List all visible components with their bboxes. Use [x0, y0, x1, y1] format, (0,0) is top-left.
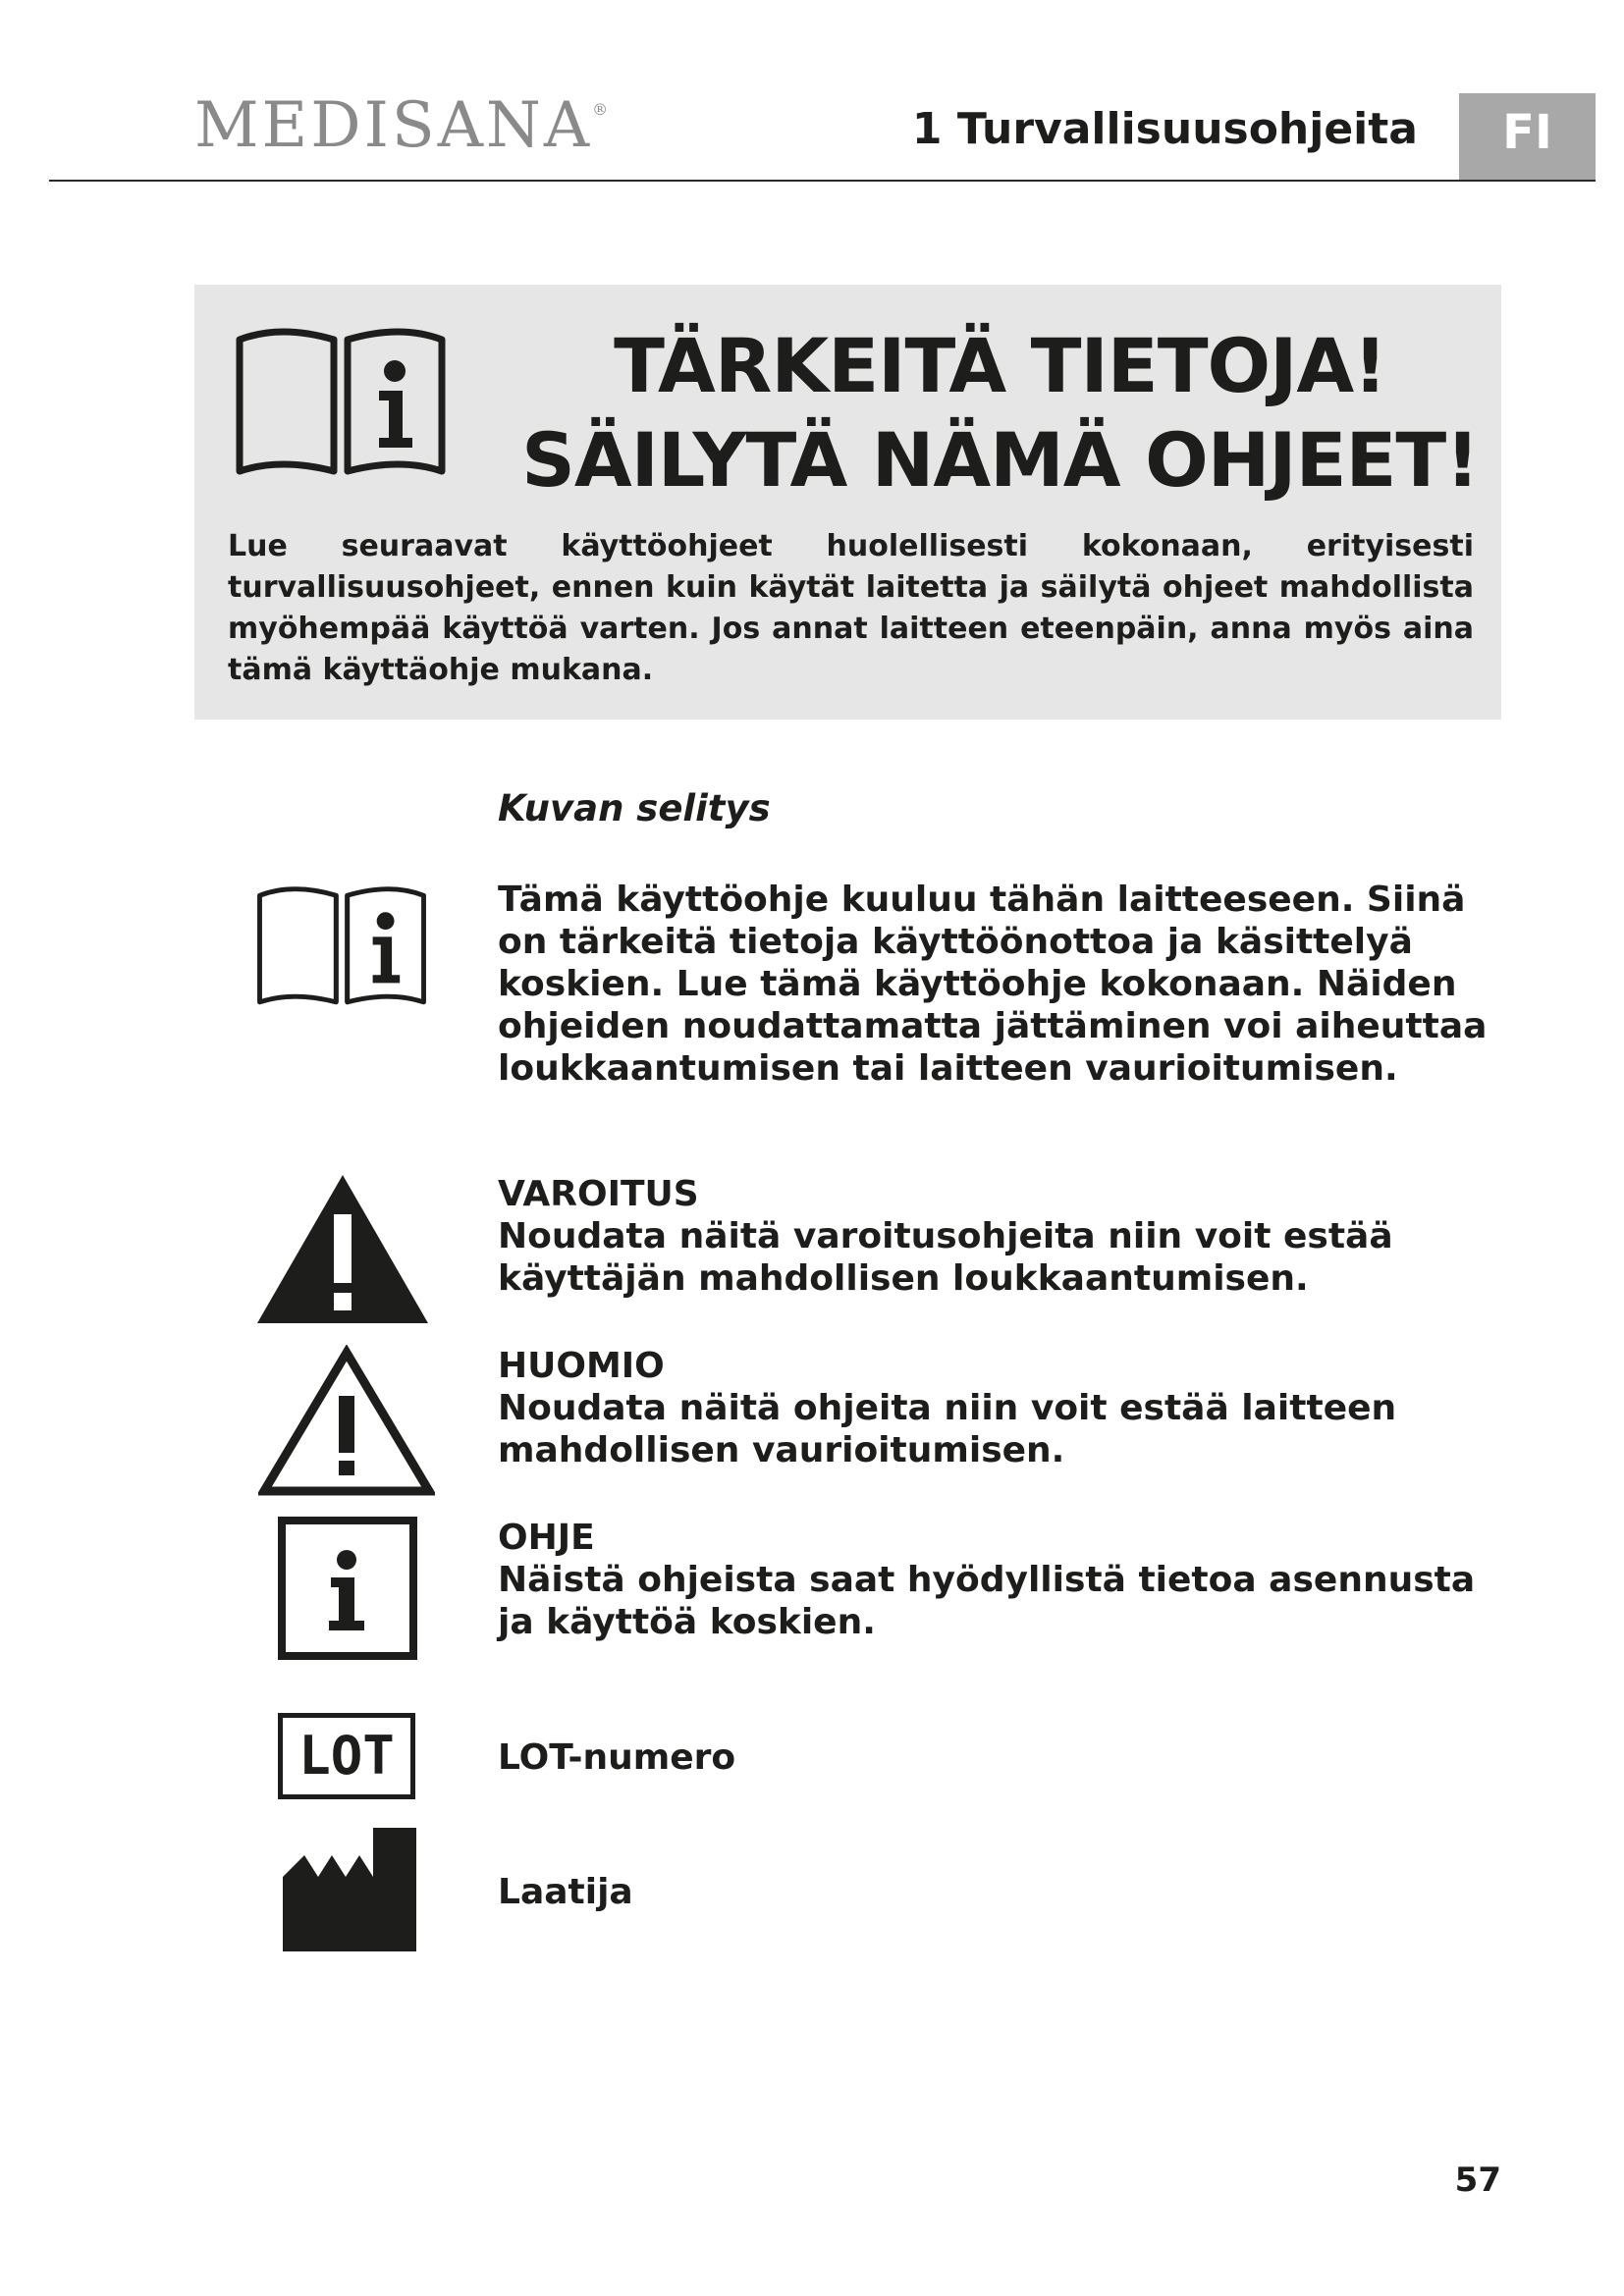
info-box-icon [278, 1517, 417, 1660]
page-number: 57 [1454, 2161, 1501, 2200]
warning-filled-triangle-icon [255, 1173, 430, 1325]
manual-info-icon [253, 879, 430, 1011]
manual-info-icon [232, 322, 450, 479]
language-tab: FI [1459, 93, 1596, 180]
headline-line-2: SÄILYTÄ NÄMÄ OHJEET! [521, 416, 1479, 504]
manufacturer-icon [281, 1826, 416, 1951]
header-divider [49, 180, 1596, 182]
legend-item-text: LOT-numero [498, 1737, 736, 1778]
legend-item-heading: VAROITUS [498, 1174, 699, 1214]
important-notice-box [194, 285, 1501, 720]
caution-outline-triangle-icon [258, 1345, 435, 1497]
legend-title: Kuvan selitys [498, 787, 771, 829]
notice-headline [518, 319, 1482, 507]
brand-logo: MEDISANA® [194, 89, 609, 162]
section-title: 1 Turvallisuusohjeita [911, 104, 1418, 154]
legend-item-text: Laatija [498, 1872, 633, 1912]
legend-item-text: Näistä ohjeista saat hyödyllistä tietoa asennusta ja käyttöä koskien. [498, 1560, 1476, 1642]
legend-item-text: Tämä käyttöohje kuuluu tähän laitteeseen. Siinä on tärkeitä tietoja käyttöönottoa ja käsittelyä koskien. Lue tämä käyttöohje kokonaan. Näiden ohjeiden noudattamatta jättäminen voi aiheuttaa loukkaantumisen tai laitteen vaurioitumisen. [498, 880, 1488, 1089]
headline-line-1: TÄRKEITÄ TIETOJA! [614, 322, 1386, 409]
legend-item-heading: OHJE [498, 1518, 595, 1558]
lot-icon: LOT [278, 1713, 415, 1799]
legend-item-text: Noudata näitä ohjeita niin voit estää laitteen mahdollisen vaurioitumisen. [498, 1388, 1397, 1470]
legend-item-text: Noudata näitä varoitusohjeita niin voit estää käyttäjän mahdollisen loukkaantumisen. [498, 1216, 1393, 1299]
notice-body: Lue seuraavat käyttöohjeet huolellisesti kokonaan, erityisesti turvallisuusohjeet, ennen kuin käytät laitetta ja säilytä ohjeet mahdollista myöhempää käyttöä varten. Jos annat laitteen eteenpäin, anna myös aina tämä käyttäohje mukana. [228, 529, 1474, 687]
legend-item-heading: HUOMIO [498, 1346, 665, 1386]
